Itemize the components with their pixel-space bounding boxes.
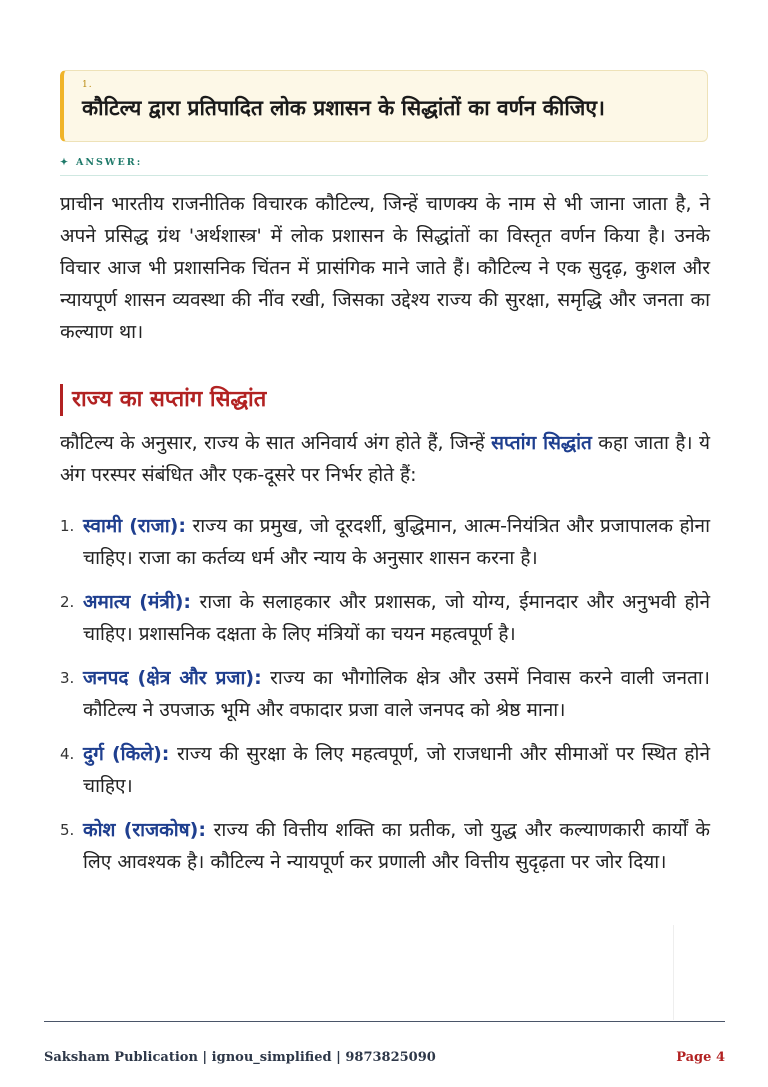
question-number: 1. xyxy=(82,80,93,90)
list-item xyxy=(60,510,710,574)
list-item-text: राज्य का भौगोलिक क्षेत्र और उसमें निवास करने वाली जनता। कौटिल्य ने उपजाऊ भूमि और वफादार प्रजा वाले जनपद को श्रेष्ठ माना। xyxy=(83,667,710,721)
footer-divider xyxy=(44,1021,725,1022)
footer-publisher: Saksham Publication | ignou_simplified | 9873825090 xyxy=(44,1050,436,1065)
intro-paragraph: प्राचीन भारतीय राजनीतिक विचारक कौटिल्य, जिन्हें चाणक्य के नाम से भी जाना जाता है, ने अपने प्रसिद्ध ग्रंथ 'अर्थशास्त्र' में लोक प्रशासन के सिद्धांतों का विस्तृत वर्णन किया है। उनके विचार आज भी प्रशासनिक चिंतन में प्रासंगिक माने जाते हैं। कौटिल्य ने एक सुदृढ़, कुशल और न्यायपूर्ण शासन व्यवस्था की नींव रखी, जिसका उद्देश्य राज्य की सुरक्षा, समृद्धि और जनता का कल्याण था। xyxy=(60,193,710,343)
list-item-term: जनपद (क्षेत्र और प्रजा): xyxy=(83,667,262,689)
list-item xyxy=(60,738,710,802)
question-box xyxy=(60,70,708,142)
sparkle-icon: ✦ xyxy=(60,157,70,168)
section-heading: राज्य का सप्तांग सिद्धांत xyxy=(60,384,266,416)
list-item-term: स्वामी (राजा): xyxy=(83,515,186,537)
section-highlight-term: सप्तांग सिद्धांत xyxy=(491,432,592,454)
list-item-number: 1. xyxy=(60,517,75,535)
answer-label: ANSWER: xyxy=(75,157,143,168)
section-text-before: कौटिल्य के अनुसार, राज्य के सात अनिवार्य अंग होते हैं, जिन्हें xyxy=(60,432,492,454)
list-item xyxy=(60,662,710,726)
section-text-after: कहा जाता है। ये अंग परस्पर संबंधित और एक-दूसरे पर निर्भर होते हैं: xyxy=(60,432,710,486)
list-item-term: दुर्ग (किले): xyxy=(83,743,170,765)
list-item-text: राज्य का प्रमुख, जो दूरदर्शी, बुद्धिमान, आत्म-नियंत्रित और प्रजापालक होना चाहिए। राजा का कर्तव्य धर्म और न्याय के अनुसार शासन करना है। xyxy=(83,515,711,569)
list-item-number: 2. xyxy=(60,593,75,611)
question-text: कौटिल्य द्वारा प्रतिपादित लोक प्रशासन के सिद्धांतों का वर्णन कीजिए। xyxy=(82,96,605,120)
list-item xyxy=(60,814,710,878)
list-item-term: अमात्य (मंत्री): xyxy=(83,591,192,613)
list-item xyxy=(60,586,710,650)
list-item-number: 5. xyxy=(60,821,75,839)
saptang-list xyxy=(60,510,710,890)
page-number: Page 4 xyxy=(676,1050,725,1065)
list-item-term: कोश (राजकोष): xyxy=(83,819,206,841)
answer-label-row xyxy=(60,155,708,176)
margin-divider xyxy=(673,925,674,1020)
list-item-text: राज्य की वित्तीय शक्ति का प्रतीक, जो युद्ध और कल्याणकारी कार्यों के लिए आवश्यक है। कौटिल्य ने न्यायपूर्ण कर प्रणाली और वित्तीय सुदृढ़ता पर जोर दिया। xyxy=(83,819,710,873)
list-item-number: 3. xyxy=(60,669,75,687)
list-item-number: 4. xyxy=(60,745,75,763)
list-item-text: राजा के सलाहकार और प्रशासक, जो योग्य, ईमानदार और अनुभवी होने चाहिए। प्रशासनिक दक्षता के लिए मंत्रियों का चयन महत्वपूर्ण है। xyxy=(83,591,711,645)
section-paragraph xyxy=(60,427,710,491)
list-item-text: राज्य की सुरक्षा के लिए महत्वपूर्ण, जो राजधानी और सीमाओं पर स्थित होने चाहिए। xyxy=(83,743,710,797)
